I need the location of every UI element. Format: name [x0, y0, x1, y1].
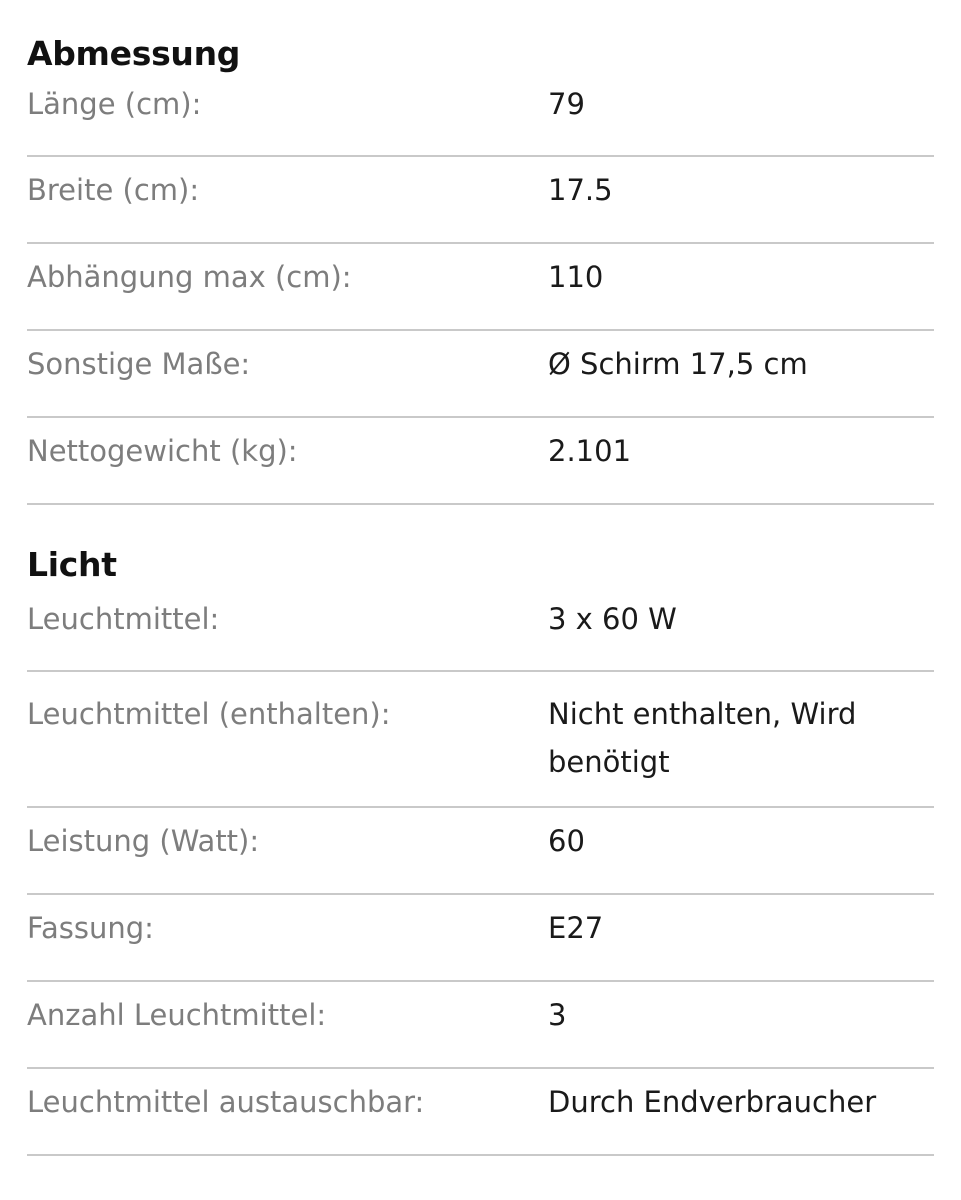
spec-row — [27, 331, 934, 418]
spec-row — [27, 244, 934, 331]
spec-label: Leuchtmittel: — [27, 602, 220, 636]
spec-label: Länge (cm): — [27, 87, 202, 121]
spec-label: Nettogewicht (kg): — [27, 434, 298, 468]
spec-row — [27, 157, 934, 244]
spec-table-abmessung — [27, 80, 934, 505]
spec-value: 60 — [548, 824, 585, 858]
spec-sheet — [27, 0, 934, 1156]
spec-label: Sonstige Maße: — [27, 347, 251, 381]
spec-row — [27, 80, 934, 157]
spec-row — [27, 418, 934, 505]
spec-value: 3 — [548, 998, 567, 1032]
spec-value: 3 x 60 W — [548, 602, 677, 636]
spec-value: Durch Endverbraucher — [548, 1085, 877, 1119]
spec-value: 110 — [548, 260, 604, 294]
spec-row — [27, 895, 934, 982]
spec-label: Leuchtmittel austauschbar: — [27, 1085, 425, 1119]
spec-value: Ø Schirm 17,5 cm — [548, 347, 808, 381]
spec-row — [27, 672, 934, 808]
spec-label: Anzahl Leuchtmittel: — [27, 998, 327, 1032]
spec-label: Abhängung max (cm): — [27, 260, 352, 294]
section-title-abmessung: Abmessung — [27, 34, 241, 73]
spec-value: 79 — [548, 87, 585, 121]
spec-row — [27, 808, 934, 895]
spec-label: Fassung: — [27, 911, 154, 945]
spec-label: Leuchtmittel (enthalten): — [27, 697, 391, 731]
spec-row — [27, 595, 934, 672]
spec-value: 17.5 — [548, 173, 613, 207]
spec-row — [27, 1069, 934, 1156]
spec-value: 2.101 — [548, 434, 632, 468]
spec-value: Nicht enthalten, Wird benötigt — [548, 697, 857, 779]
spec-row — [27, 982, 934, 1069]
spec-table-licht — [27, 595, 934, 1156]
section-title-licht: Licht — [27, 545, 117, 584]
spec-value: E27 — [548, 911, 604, 945]
spec-label: Leistung (Watt): — [27, 824, 260, 858]
spec-label: Breite (cm): — [27, 173, 200, 207]
